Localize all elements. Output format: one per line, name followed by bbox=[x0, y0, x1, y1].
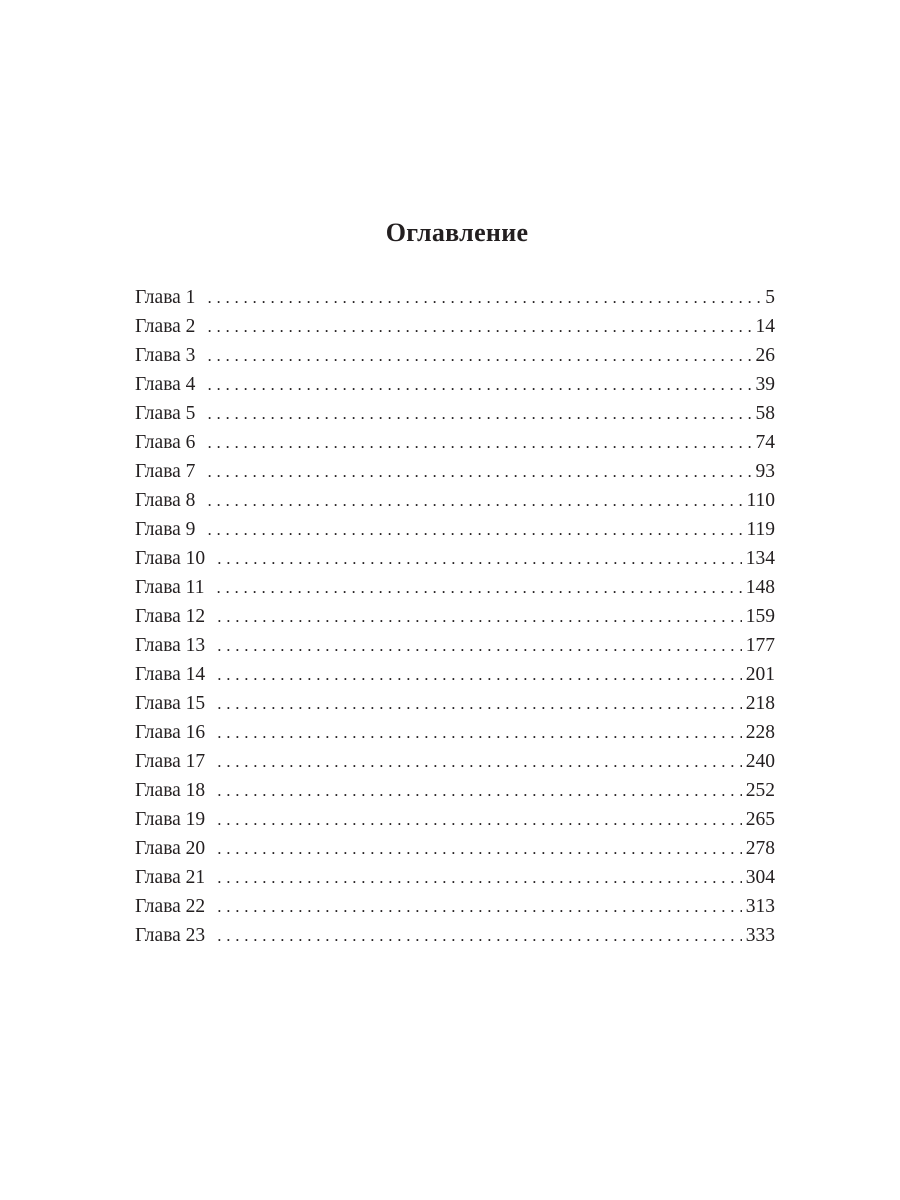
chapter-label: Глава 6 bbox=[135, 432, 196, 453]
chapter-label: Глава 21 bbox=[135, 867, 206, 888]
page-number: 228 bbox=[745, 722, 775, 743]
page-number: 177 bbox=[745, 635, 775, 656]
toc-entry[interactable] bbox=[135, 544, 775, 573]
page-number: 39 bbox=[755, 374, 775, 395]
page-number: 93 bbox=[755, 461, 775, 482]
toc-entry[interactable] bbox=[135, 399, 775, 428]
toc-entry[interactable] bbox=[135, 283, 775, 312]
dot-leader bbox=[207, 486, 742, 515]
page-number: 252 bbox=[745, 780, 775, 801]
page-number: 201 bbox=[745, 664, 775, 685]
toc-entry[interactable] bbox=[135, 747, 775, 776]
page-number: 313 bbox=[745, 896, 775, 917]
table-of-contents bbox=[135, 283, 775, 950]
chapter-label: Глава 11 bbox=[135, 577, 205, 598]
page-number: 159 bbox=[745, 606, 775, 627]
page-number: 58 bbox=[755, 403, 775, 424]
page-number: 240 bbox=[745, 751, 775, 772]
page-number: 5 bbox=[765, 287, 775, 308]
toc-entry[interactable] bbox=[135, 892, 775, 921]
chapter-label: Глава 14 bbox=[135, 664, 206, 685]
page-number: 110 bbox=[746, 490, 775, 511]
chapter-label: Глава 18 bbox=[135, 780, 206, 801]
page-number: 278 bbox=[745, 838, 775, 859]
chapter-label: Глава 16 bbox=[135, 722, 206, 743]
dot-leader bbox=[217, 718, 742, 747]
chapter-label: Глава 13 bbox=[135, 635, 206, 656]
dot-leader bbox=[207, 312, 751, 341]
toc-entry[interactable] bbox=[135, 805, 775, 834]
page-number: 119 bbox=[746, 519, 775, 540]
chapter-label: Глава 20 bbox=[135, 838, 206, 859]
dot-leader bbox=[207, 283, 761, 312]
chapter-label: Глава 17 bbox=[135, 751, 206, 772]
page-number: 333 bbox=[745, 925, 775, 946]
toc-entry[interactable] bbox=[135, 573, 775, 602]
dot-leader bbox=[207, 428, 751, 457]
chapter-label: Глава 4 bbox=[135, 374, 196, 395]
dot-leader bbox=[217, 892, 742, 921]
chapter-label: Глава 23 bbox=[135, 925, 206, 946]
dot-leader bbox=[207, 341, 751, 370]
toc-entry[interactable] bbox=[135, 370, 775, 399]
chapter-label: Глава 7 bbox=[135, 461, 196, 482]
toc-entry[interactable] bbox=[135, 660, 775, 689]
page-number: 304 bbox=[745, 867, 775, 888]
dot-leader bbox=[217, 602, 742, 631]
toc-entry[interactable] bbox=[135, 602, 775, 631]
toc-entry[interactable] bbox=[135, 341, 775, 370]
dot-leader bbox=[207, 515, 742, 544]
toc-entry[interactable] bbox=[135, 689, 775, 718]
toc-entry[interactable] bbox=[135, 718, 775, 747]
toc-entry[interactable] bbox=[135, 631, 775, 660]
page-number: 14 bbox=[755, 316, 775, 337]
toc-title: Оглавление bbox=[385, 218, 529, 247]
page-number: 134 bbox=[745, 548, 775, 569]
chapter-label: Глава 10 bbox=[135, 548, 206, 569]
toc-entry[interactable] bbox=[135, 776, 775, 805]
chapter-label: Глава 5 bbox=[135, 403, 196, 424]
toc-entry[interactable] bbox=[135, 457, 775, 486]
toc-entry[interactable] bbox=[135, 834, 775, 863]
toc-entry[interactable] bbox=[135, 486, 775, 515]
toc-entry[interactable] bbox=[135, 312, 775, 341]
toc-entry[interactable] bbox=[135, 428, 775, 457]
page-number: 265 bbox=[745, 809, 775, 830]
dot-leader bbox=[217, 805, 742, 834]
dot-leader bbox=[217, 631, 742, 660]
page-number: 148 bbox=[745, 577, 775, 598]
dot-leader bbox=[207, 399, 751, 428]
chapter-label: Глава 1 bbox=[135, 287, 196, 308]
toc-entry[interactable] bbox=[135, 515, 775, 544]
chapter-label: Глава 9 bbox=[135, 519, 196, 540]
chapter-label: Глава 2 bbox=[135, 316, 196, 337]
dot-leader bbox=[217, 776, 742, 805]
dot-leader bbox=[217, 660, 742, 689]
dot-leader bbox=[217, 689, 742, 718]
dot-leader bbox=[217, 544, 742, 573]
chapter-label: Глава 8 bbox=[135, 490, 196, 511]
toc-entry[interactable] bbox=[135, 863, 775, 892]
page-number: 218 bbox=[745, 693, 775, 714]
dot-leader bbox=[217, 921, 742, 950]
dot-leader bbox=[217, 834, 742, 863]
chapter-label: Глава 15 bbox=[135, 693, 206, 714]
dot-leader bbox=[216, 573, 741, 602]
chapter-label: Глава 12 bbox=[135, 606, 206, 627]
chapter-label: Глава 22 bbox=[135, 896, 206, 917]
dot-leader bbox=[207, 457, 751, 486]
dot-leader bbox=[217, 747, 742, 776]
chapter-label: Глава 3 bbox=[135, 345, 196, 366]
page-number: 74 bbox=[755, 432, 775, 453]
dot-leader bbox=[217, 863, 742, 892]
page-number: 26 bbox=[755, 345, 775, 366]
dot-leader bbox=[207, 370, 751, 399]
toc-entry[interactable] bbox=[135, 921, 775, 950]
chapter-label: Глава 19 bbox=[135, 809, 206, 830]
